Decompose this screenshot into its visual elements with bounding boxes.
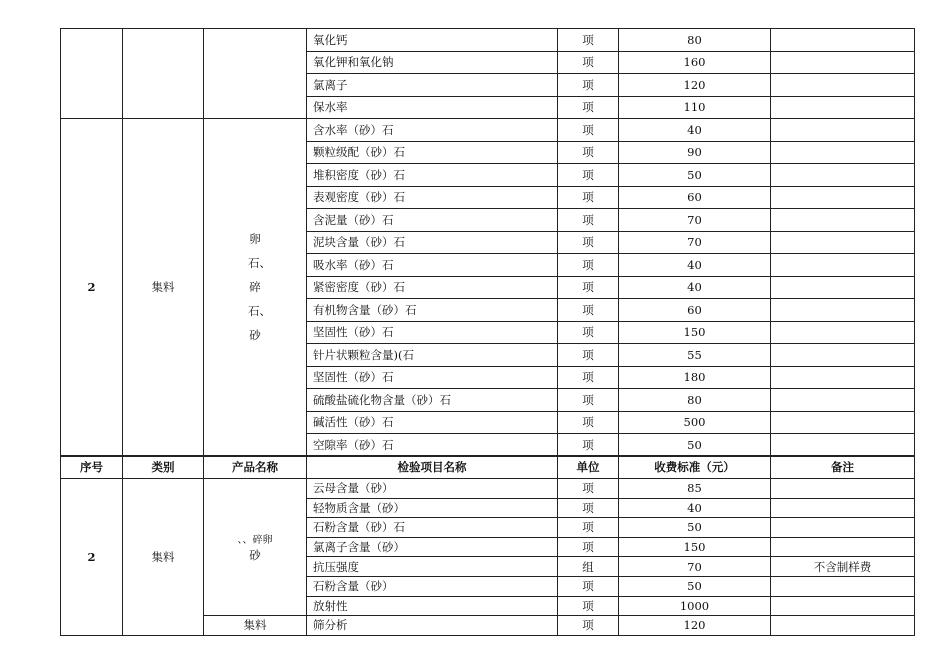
note — [771, 164, 915, 187]
fee: 90 — [619, 141, 771, 164]
unit: 项 — [558, 411, 619, 434]
fee: 40 — [619, 276, 771, 299]
item-name: 泥块含量（砂）石 — [307, 231, 558, 254]
item-name: 轻物质含量（砂） — [307, 498, 558, 518]
item-name: 筛分析 — [307, 616, 558, 636]
fee-table-upper — [60, 28, 915, 457]
unit: 项 — [558, 119, 619, 142]
item-name: 针片状颗粒含量)(石 — [307, 344, 558, 367]
empty-seq-cell — [61, 29, 123, 119]
item-name: 坚固性（砂）石 — [307, 366, 558, 389]
item-name: 紧密密度（砂）石 — [307, 276, 558, 299]
header-item: 检验项目名称 — [307, 456, 558, 479]
note — [771, 389, 915, 412]
note — [771, 518, 915, 538]
item-name: 石粉含量（砂） — [307, 576, 558, 596]
fee: 500 — [619, 411, 771, 434]
note — [771, 498, 915, 518]
note — [771, 74, 915, 97]
note — [771, 479, 915, 499]
header-category: 类别 — [123, 456, 204, 479]
unit: 项 — [558, 479, 619, 499]
note — [771, 596, 915, 616]
item-name: 氯离子 — [307, 74, 558, 97]
item-name: 颗粒级配（砂）石 — [307, 141, 558, 164]
fee: 70 — [619, 557, 771, 577]
note — [771, 186, 915, 209]
seq-number: 2 — [61, 479, 123, 636]
note — [771, 537, 915, 557]
note — [771, 321, 915, 344]
product-name: 卵石、碎石、砂 — [204, 119, 307, 457]
note — [771, 51, 915, 74]
header-note: 备注 — [771, 456, 915, 479]
fee: 80 — [619, 389, 771, 412]
item-name: 吸水率（砂）石 — [307, 254, 558, 277]
item-name: 碱活性（砂）石 — [307, 411, 558, 434]
note — [771, 141, 915, 164]
product-name — [204, 479, 307, 616]
unit: 项 — [558, 344, 619, 367]
unit: 项 — [558, 186, 619, 209]
product-name: 集料 — [204, 616, 307, 636]
unit: 项 — [558, 51, 619, 74]
category: 集料 — [123, 479, 204, 636]
fee: 70 — [619, 231, 771, 254]
unit: 项 — [558, 434, 619, 457]
header-unit: 单位 — [558, 456, 619, 479]
header-row — [61, 456, 915, 479]
item-name: 氧化钙 — [307, 29, 558, 52]
fee: 120 — [619, 616, 771, 636]
unit: 项 — [558, 518, 619, 538]
note — [771, 276, 915, 299]
item-name: 表观密度（砂）石 — [307, 186, 558, 209]
fee: 55 — [619, 344, 771, 367]
note — [771, 96, 915, 119]
unit: 项 — [558, 276, 619, 299]
header-fee: 收费标准（元） — [619, 456, 771, 479]
fee: 85 — [619, 479, 771, 499]
item-name: 氧化钾和氧化钠 — [307, 51, 558, 74]
table-row — [61, 119, 915, 142]
note — [771, 616, 915, 636]
unit: 项 — [558, 596, 619, 616]
unit: 项 — [558, 96, 619, 119]
unit: 项 — [558, 366, 619, 389]
fee: 80 — [619, 29, 771, 52]
item-name: 氯离子含量（砂） — [307, 537, 558, 557]
unit: 项 — [558, 537, 619, 557]
category: 集料 — [123, 119, 204, 457]
unit: 项 — [558, 231, 619, 254]
table-row — [61, 29, 915, 52]
unit: 项 — [558, 576, 619, 596]
table-row — [61, 479, 915, 499]
header-product: 产品名称 — [204, 456, 307, 479]
note — [771, 29, 915, 52]
fee: 150 — [619, 537, 771, 557]
item-name: 有机物含量（砂）石 — [307, 299, 558, 322]
fee: 50 — [619, 518, 771, 538]
note — [771, 119, 915, 142]
fee: 180 — [619, 366, 771, 389]
fee: 50 — [619, 576, 771, 596]
fee: 160 — [619, 51, 771, 74]
note — [771, 411, 915, 434]
empty-product-cell — [204, 29, 307, 119]
seq-number: 2 — [61, 119, 123, 457]
note — [771, 209, 915, 232]
item-name: 云母含量（砂） — [307, 479, 558, 499]
fee: 60 — [619, 299, 771, 322]
note — [771, 254, 915, 277]
item-name: 空隙率（砂）石 — [307, 434, 558, 457]
item-name: 堆积密度（砂）石 — [307, 164, 558, 187]
header-seq: 序号 — [61, 456, 123, 479]
fee: 110 — [619, 96, 771, 119]
note — [771, 576, 915, 596]
item-name: 坚固性（砂）石 — [307, 321, 558, 344]
fee: 50 — [619, 164, 771, 187]
fee: 40 — [619, 254, 771, 277]
item-name: 含水率（砂）石 — [307, 119, 558, 142]
note: 不含制样费 — [771, 557, 915, 577]
fee: 120 — [619, 74, 771, 97]
item-name: 石粉含量（砂）石 — [307, 518, 558, 538]
item-name: 抗压强度 — [307, 557, 558, 577]
product-main: 砂 — [249, 548, 261, 563]
unit: 项 — [558, 164, 619, 187]
item-name: 含泥量（砂）石 — [307, 209, 558, 232]
unit: 项 — [558, 498, 619, 518]
note — [771, 434, 915, 457]
fee-table-lower — [60, 455, 915, 636]
fee: 60 — [619, 186, 771, 209]
unit: 组 — [558, 557, 619, 577]
fee: 40 — [619, 119, 771, 142]
fee: 50 — [619, 434, 771, 457]
unit: 项 — [558, 299, 619, 322]
unit: 项 — [558, 141, 619, 164]
unit: 项 — [558, 321, 619, 344]
empty-category-cell — [123, 29, 204, 119]
unit: 项 — [558, 29, 619, 52]
fee: 150 — [619, 321, 771, 344]
product-prefix: 、、碎卵 — [237, 535, 273, 547]
note — [771, 344, 915, 367]
fee: 1000 — [619, 596, 771, 616]
unit: 项 — [558, 74, 619, 97]
fee: 40 — [619, 498, 771, 518]
item-name: 放射性 — [307, 596, 558, 616]
note — [771, 366, 915, 389]
unit: 项 — [558, 389, 619, 412]
item-name: 保水率 — [307, 96, 558, 119]
note — [771, 231, 915, 254]
unit: 项 — [558, 616, 619, 636]
note — [771, 299, 915, 322]
unit: 项 — [558, 254, 619, 277]
item-name: 硫酸盐硫化物含量（砂）石 — [307, 389, 558, 412]
unit: 项 — [558, 209, 619, 232]
fee: 70 — [619, 209, 771, 232]
